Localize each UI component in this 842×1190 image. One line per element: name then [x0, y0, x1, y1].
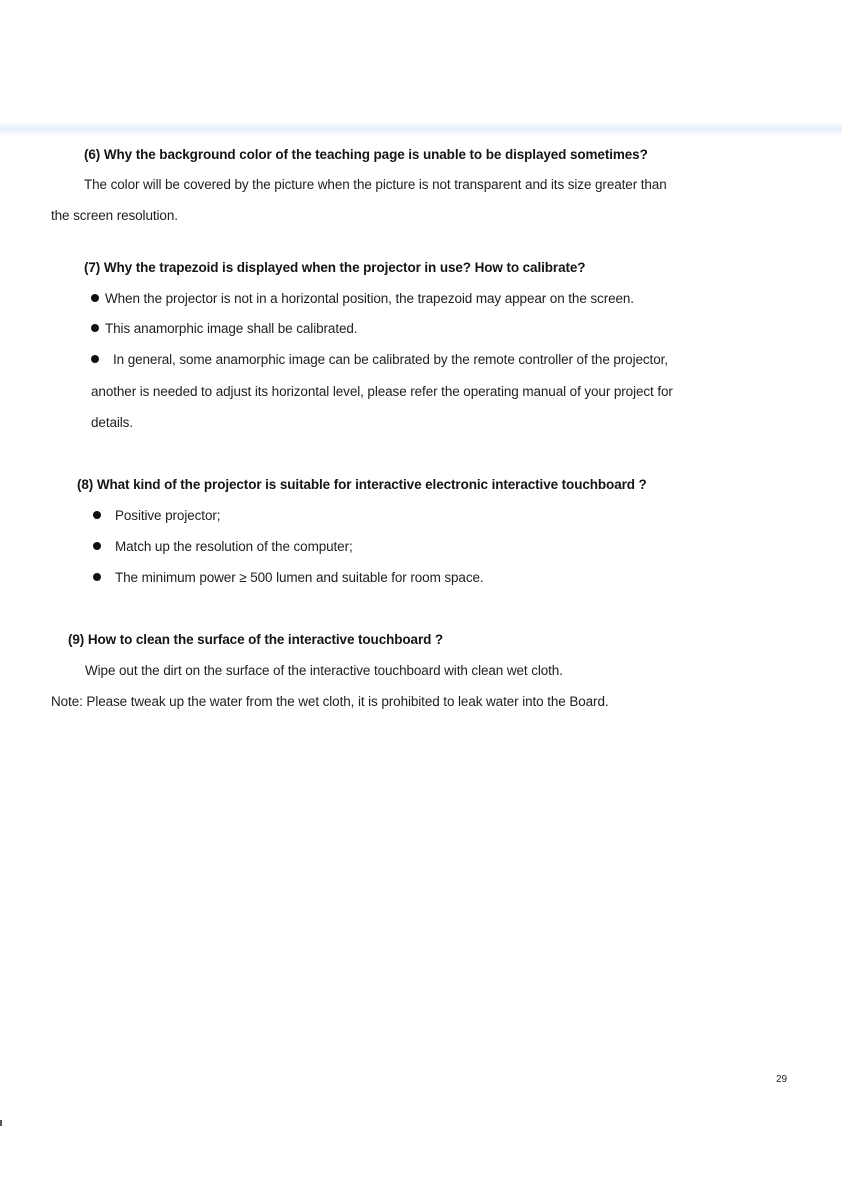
answer-6-line-2: the screen resolution. — [51, 208, 178, 223]
question-8-heading: (8) What kind of the projector is suitable for interactive electronic interactive touchboard ? — [77, 477, 647, 492]
scan-artifact-band — [0, 122, 842, 136]
answer-7-bullet-3 — [91, 351, 668, 369]
bullet-text: Match up the resolution of the computer; — [115, 539, 353, 554]
answer-9-note: Note: Please tweak up the water from the wet cloth, it is prohibited to leak water into the Board. — [51, 694, 609, 709]
answer-7-continuation-1: another is needed to adjust its horizontal level, please refer the operating manual of your project for — [91, 384, 673, 399]
bullet-icon — [93, 542, 101, 550]
bullet-icon — [91, 324, 99, 332]
bullet-text: This anamorphic image shall be calibrated. — [105, 321, 358, 336]
scan-edge-mark — [0, 1120, 2, 1126]
bullet-icon — [93, 573, 101, 581]
bullet-icon — [91, 294, 99, 302]
answer-8-bullet-2 — [93, 538, 353, 556]
bullet-icon — [93, 511, 101, 519]
answer-7-bullet-1 — [91, 290, 634, 308]
question-9-heading: (9) How to clean the surface of the interactive touchboard ? — [68, 632, 444, 647]
answer-8-bullet-1 — [93, 507, 220, 525]
answer-8-bullet-3 — [93, 569, 484, 587]
bullet-text: The minimum power ≥ 500 lumen and suitable for room space. — [115, 570, 484, 585]
answer-7-bullet-2 — [91, 320, 357, 338]
answer-7-continuation-2: details. — [91, 415, 133, 430]
page-number: 29 — [776, 1074, 788, 1085]
bullet-icon — [91, 355, 99, 363]
answer-6-line-1: The color will be covered by the picture when the picture is not transparent and its size greater than — [84, 177, 667, 192]
question-6-heading: (6) Why the background color of the teaching page is unable to be displayed sometimes? — [84, 147, 648, 162]
bullet-text: Positive projector; — [115, 508, 221, 523]
bullet-text: When the projector is not in a horizontal position, the trapezoid may appear on the screen. — [105, 291, 634, 306]
answer-9-line-1: Wipe out the dirt on the surface of the interactive touchboard with clean wet cloth. — [85, 663, 563, 678]
bullet-text: In general, some anamorphic image can be calibrated by the remote controller of the projector, — [113, 352, 668, 367]
question-7-heading: (7) Why the trapezoid is displayed when the projector in use? How to calibrate? — [84, 260, 586, 275]
